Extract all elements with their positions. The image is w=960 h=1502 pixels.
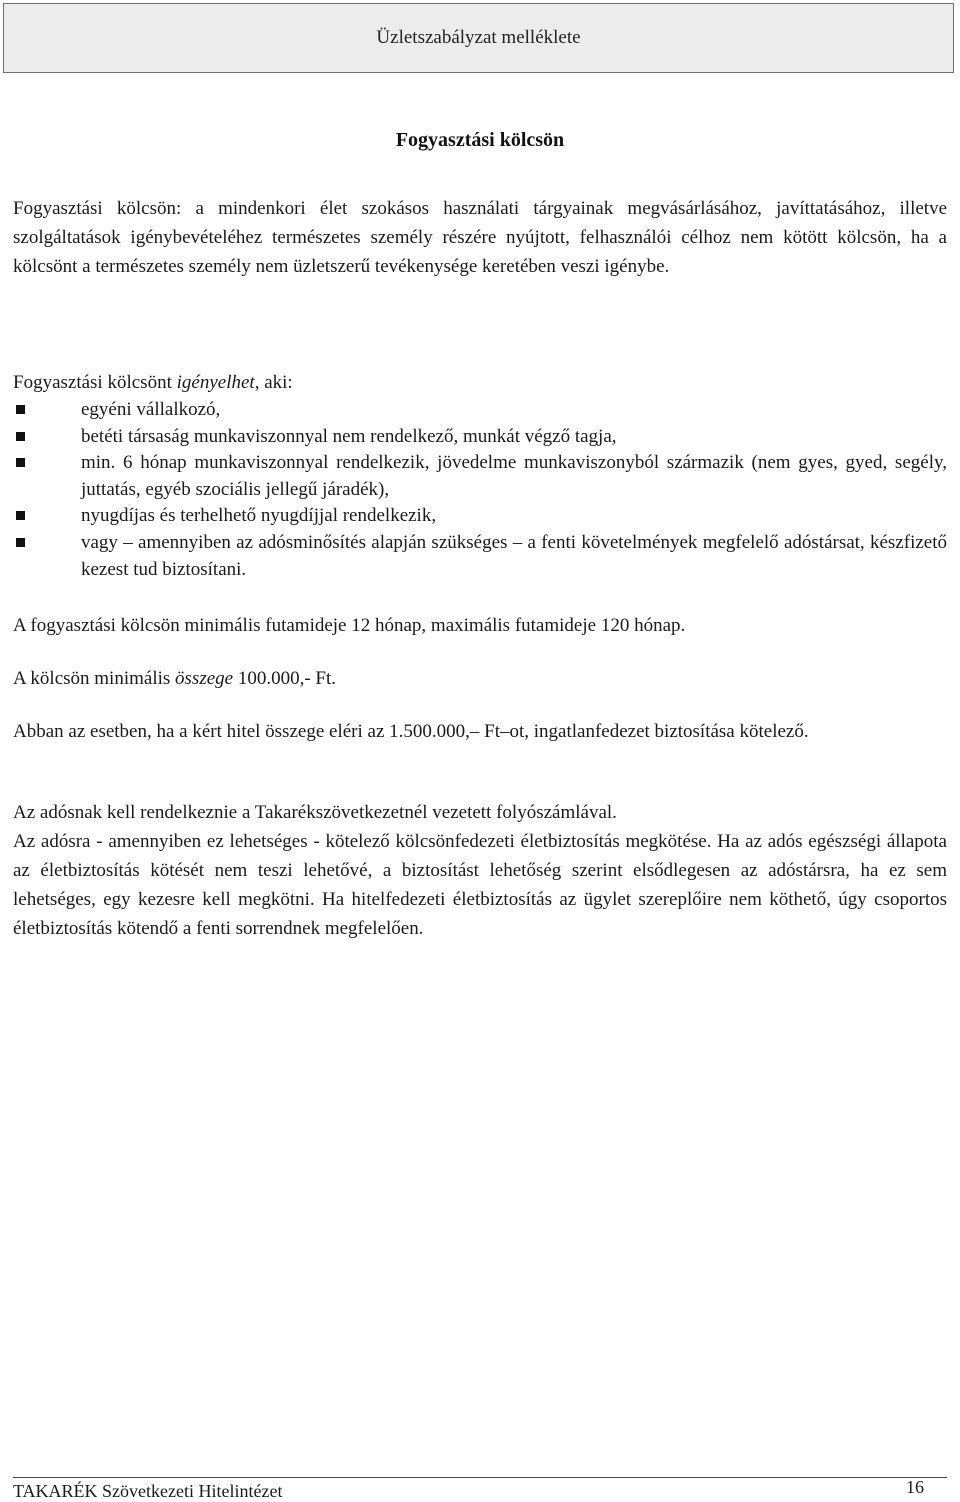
min-amount-paragraph: [13, 664, 947, 693]
page-number: 16: [906, 1477, 924, 1497]
collateral-paragraph: Abban az esetben, ha a kért hitel összege eléri az 1.500.000,– Ft–ot, ingatlanfedezet biztosítása kötelező.: [13, 721, 809, 742]
list-item: [13, 503, 947, 530]
insurance-paragraph: Az adósra - amennyiben ez lehetséges - kötelező kölcsönfedezeti életbiztosítás megkötése. Ha az adós egészségi állapota az életbiztosítás kötését nem teszi lehetővé, a biztosítást lehetőség szerint elsődlegesen az adóstársra, ha ez sem lehetséges, egy kezesre kell megkötni. Ha hitelfedezeti életbiztosítás az ügylet szereplőire nem köthető, úgy csoportos életbiztosítás kötendő a fenti sorrendnek megfelelően.: [13, 831, 947, 939]
account-paragraph: Az adósnak kell rendelkeznie a Takarékszövetkezetnél vezetett folyószámlával.: [13, 802, 617, 823]
list-item-text: min. 6 hónap munkaviszonnyal rendelkezik, jövedelme munkaviszonyból származik (nem gyes, gyed, segély, juttatás, egyéb szociális jellegű járadék),: [81, 452, 947, 500]
list-item: [13, 397, 947, 424]
square-bullet-icon: [16, 432, 25, 441]
footer-divider: [13, 1477, 947, 1478]
header-title: Üzletszabályzat melléklete: [376, 27, 581, 48]
list-item: [13, 424, 947, 451]
eligibility-intro-before: Fogyasztási kölcsönt: [13, 372, 177, 393]
list-item-text: betéti társaság munkaviszonnyal nem rendelkező, munkát végző tagja,: [81, 425, 617, 447]
list-item-text: nyugdíjas és terhelhető nyugdíjjal rendelkezik,: [81, 505, 437, 527]
min-amount-before: A kölcsön minimális: [13, 668, 176, 689]
min-amount-emphasis: összege: [175, 668, 234, 689]
definition-paragraph: Fogyasztási kölcsön: a mindenkori élet szokásos használati tárgyainak megvásárlásához, javíttatásához, illetve szolgáltatások igénybevételéhez természetes személy részére nyújtott, felhasználói célhoz nem kötött kölcsön, ha a kölcsönt a természetes személy nem üzletszerű tevékenysége keretében veszi igénybe.: [13, 198, 947, 277]
square-bullet-icon: [16, 511, 25, 520]
eligibility-intro: [13, 368, 947, 397]
list-item: [13, 530, 947, 583]
footer-institution: TAKARÉK Szövetkezeti Hitelintézet: [13, 1481, 283, 1501]
eligibility-list: [13, 397, 947, 583]
square-bullet-icon: [16, 538, 25, 547]
square-bullet-icon: [16, 405, 25, 414]
square-bullet-icon: [16, 458, 25, 467]
list-item: [13, 450, 947, 503]
eligibility-intro-after: , aki:: [254, 372, 293, 393]
term-paragraph: A fogyasztási kölcsön minimális futamideje 12 hónap, maximális futamideje 120 hónap.: [13, 615, 686, 636]
page-header: [3, 3, 954, 73]
min-amount-after: 100.000,- Ft.: [233, 668, 337, 689]
list-item-text: egyéni vállalkozó,: [81, 399, 221, 420]
eligibility-intro-emphasis: igényelhet: [176, 372, 255, 393]
list-item-text: vagy – amennyiben az adósminősítés alapján szükséges – a fenti követelmények megfelelő adóstársat, készfizető kezest tud biztosítani.: [81, 531, 947, 580]
document-title: Fogyasztási kölcsön: [395, 129, 565, 151]
